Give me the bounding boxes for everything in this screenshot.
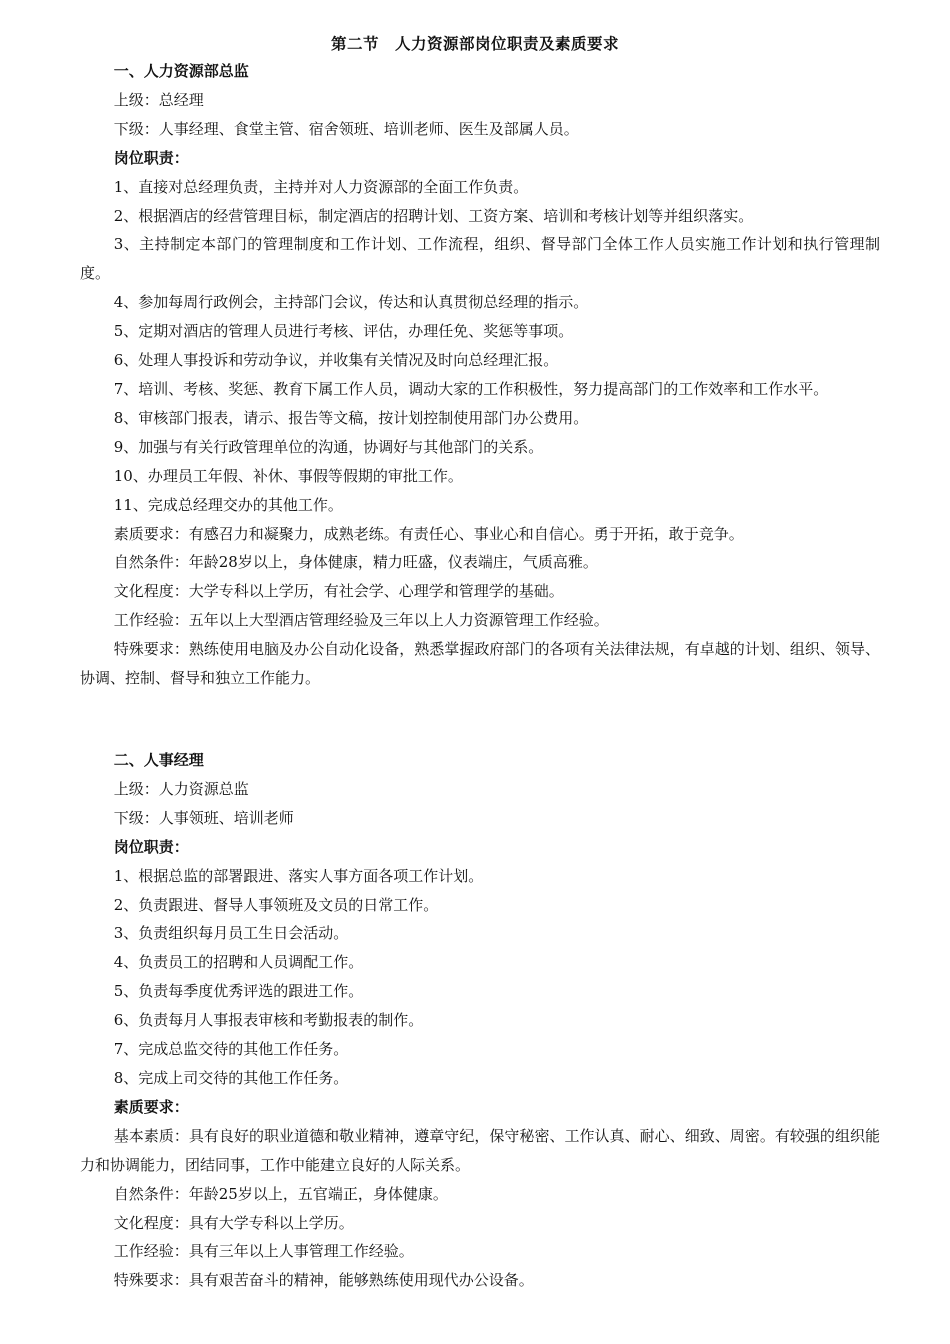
duty-item: 8、审核部门报表，请示、报告等文稿，按计划控制使用部门办公费用。 <box>113 408 589 427</box>
duty-item: 4、负责员工的招聘和人员调配工作。 <box>113 953 364 972</box>
duty-item: 2、根据酒店的经营管理目标，制定酒店的招聘计划、工资方案、培训和考核计划等并组织落实。 <box>113 206 754 225</box>
natural-conditions: 自然条件：年龄25岁以上，五官端正，身体健康。 <box>113 1184 448 1203</box>
special-requirement: 特殊要求：具有艰苦奋斗的精神，能够熟练使用现代办公设备。 <box>113 1271 534 1290</box>
duty-item: 1、直接对总经理负责，主持并对人力资源部的全面工作负责。 <box>113 177 529 196</box>
quality-heading: 素质要求： <box>113 1097 189 1116</box>
duty-item: 7、完成总监交待的其他工作任务。 <box>113 1040 349 1059</box>
duties-heading: 岗位职责： <box>113 837 189 856</box>
work-experience: 工作经验：具有三年以上人事管理工作经验。 <box>113 1242 414 1261</box>
section-heading: 二、人事经理 <box>113 751 204 769</box>
duty-item: 8、完成上司交待的其他工作任务。 <box>113 1068 349 1087</box>
quality-requirement: 素质要求：有感召力和凝聚力，成熟老练。有责任心、事业心和自信心。勇于开拓，敢于竞争。 <box>113 524 744 543</box>
education-level: 文化程度：大学专科以上学历，有社会学、心理学和管理学的基础。 <box>113 582 564 601</box>
page-title: 第二节 人力资源部岗位职责及素质要求 <box>330 34 619 53</box>
superior-line: 上级：人力资源总监 <box>113 779 249 798</box>
duty-item: 3、负责组织每月员工生日会活动。 <box>113 924 349 943</box>
duty-item: 3、主持制定本部门的管理制度和工作计划、工作流程，组织、督导部门全体工作人员实施工作计划和执行管理制度。 <box>80 235 880 283</box>
duty-item: 4、参加每周行政例会，主持部门会议，传达和认真贯彻总经理的指示。 <box>113 293 589 312</box>
duty-item: 6、处理人事投诉和劳动争议，并收集有关情况及时向总经理汇报。 <box>113 351 559 370</box>
basic-quality: 基本素质：具有良好的职业道德和敬业精神，遵章守纪，保守秘密、工作认真、耐心、细致、周密。有较强的组织能力和协调能力，团结同事，工作中能建立良好的人际关系。 <box>80 1126 880 1174</box>
duties-heading: 岗位职责： <box>113 148 189 167</box>
duty-item: 7、培训、考核、奖惩、教育下属工作人员，调动大家的工作积极性，努力提高部门的工作效率和工作水平。 <box>113 379 829 398</box>
work-experience: 工作经验：五年以上大型酒店管理经验及三年以上人力资源管理工作经验。 <box>113 611 609 630</box>
duty-item: 5、负责每季度优秀评选的跟进工作。 <box>113 982 364 1001</box>
education-level: 文化程度：具有大学专科以上学历。 <box>113 1213 354 1232</box>
duty-item: 2、负责跟进、督导人事领班及文员的日常工作。 <box>113 895 439 914</box>
subordinate-line: 下级：人事经理、食堂主管、宿舍领班、培训老师、医生及部属人员。 <box>113 119 579 138</box>
duty-item: 5、定期对酒店的管理人员进行考核、评估，办理任免、奖惩等事项。 <box>113 322 574 341</box>
section-heading: 一、人力资源部总监 <box>113 62 249 80</box>
special-requirement: 特殊要求：熟练使用电脑及办公自动化设备，熟悉掌握政府部门的各项有关法律法规，有卓越的计划、组织、领导、协调、控制、督导和独立工作能力。 <box>80 640 880 688</box>
duty-item: 6、负责每月人事报表审核和考勤报表的制作。 <box>113 1011 424 1030</box>
section-hr-director <box>80 57 880 693</box>
section-personnel-manager <box>80 746 880 1295</box>
duty-item: 11、完成总经理交办的其他工作。 <box>113 495 343 514</box>
duty-item: 10、办理员工年假、补休、事假等假期的审批工作。 <box>113 466 463 485</box>
duty-item: 9、加强与有关行政管理单位的沟通，协调好与其他部门的关系。 <box>113 437 544 456</box>
subordinate-line: 下级：人事领班、培训老师 <box>113 808 294 827</box>
superior-line: 上级：总经理 <box>113 90 204 109</box>
natural-conditions: 自然条件：年龄28岁以上，身体健康，精力旺盛，仪表端庄，气质高雅。 <box>113 553 598 572</box>
duty-item: 1、根据总监的部署跟进、落实人事方面各项工作计划。 <box>113 866 484 885</box>
